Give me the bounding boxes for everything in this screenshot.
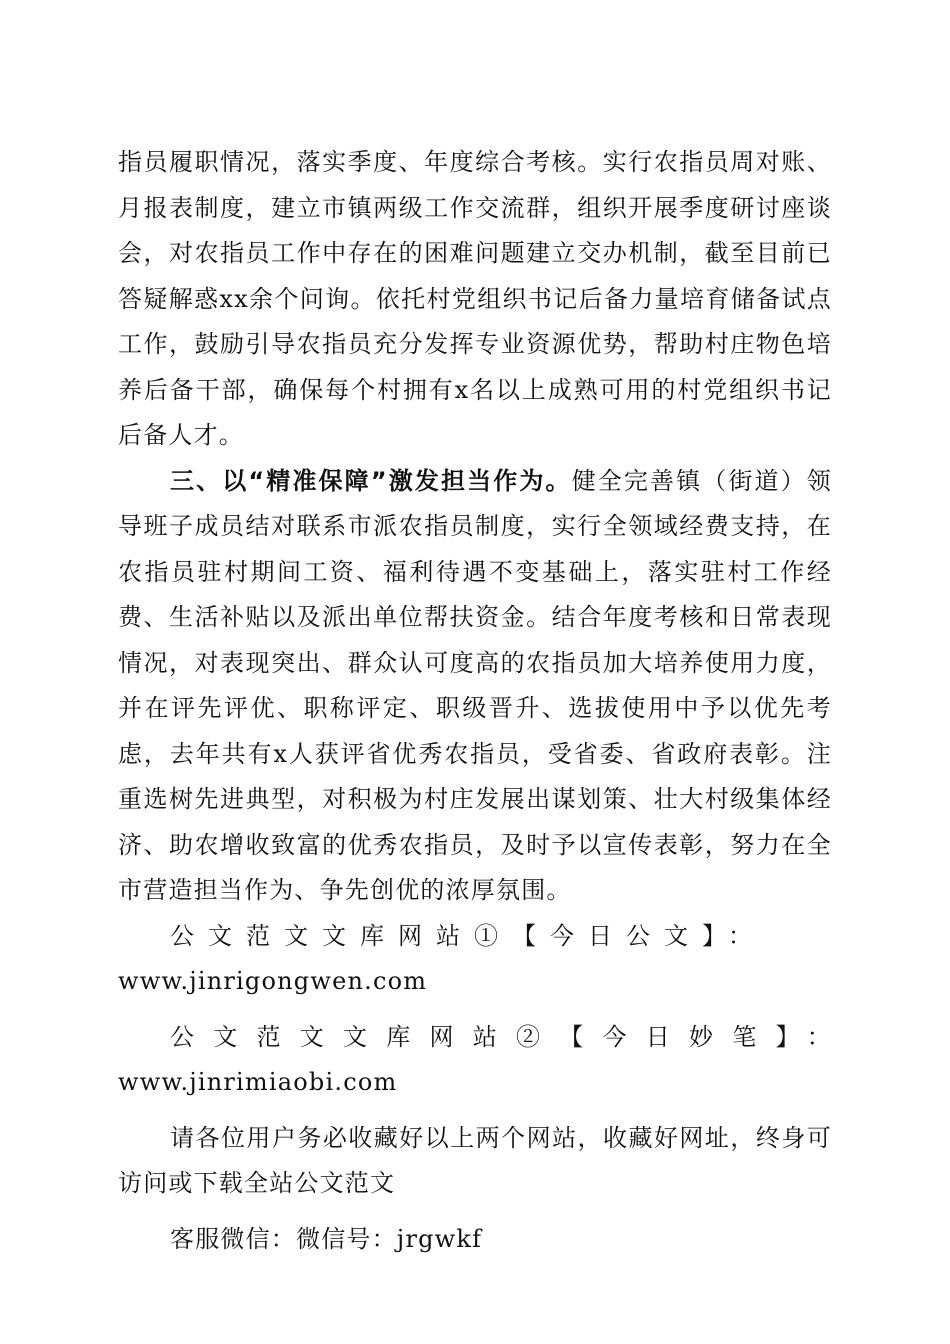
site2-line[interactable]: 公文范文文库网站②【今日妙笔】：www.jinrimiaobi.com: [118, 1022, 832, 1096]
site1-label: 公文范文文库网站①【今日公文】：: [170, 921, 766, 950]
document-page: [118, 140, 832, 1262]
paragraph-1: 指员履职情况，落实季度、年度综合考核。实行农指员周对账、月报表制度，建立市镇两级工作交流群，组织开展季度研讨座谈会，对农指员工作中存在的困难问题建立交办机制，截至目前已答疑解惑xx余个问询。依托村党组织书记后备力量培育储备试点工作，鼓励引导农指员充分发挥专业资源优势，帮助村庄物色培养后备干部，确保每个村拥有x名以上成熟可用的村党组织书记后备人才。: [118, 148, 832, 449]
section-heading: 三、以“精准保障”激发担当作为。: [170, 466, 572, 495]
notice-text: 请各位用户务必收藏好以上两个网站，收藏好网址，终身可访问或下载全站公文范文: [118, 1123, 832, 1197]
paragraph-2: [118, 459, 832, 914]
paragraph-2-body: 健全完善镇（街道）领导班子成员结对联系市派农指员制度，实行全领域经费支持，在农指员驻村期间工资、福利待遇不变基础上，落实驻村工作经费、生活补贴以及派出单位帮扶资金。结合年度考核和日常表现情况，对表现突出、群众认可度高的农指员加大培养使用力度，并在评先评优、职称评定、职级晋升、选拔使用中予以优先考虑，去年共有x人获评省优秀农指员，受省委、省政府表彰。注重选树先进典型，对积极为村庄发展出谋划策、壮大村级集体经济、助农增收致富的优秀农指员，及时予以宣传表彰，努力在全市营造担当作为、争先创优的浓厚氛围。: [118, 466, 833, 904]
service-contact: 客服微信：微信号：jrgwkf: [170, 1224, 483, 1253]
site1-url[interactable]: www.jinrigongwen.com: [118, 967, 428, 995]
